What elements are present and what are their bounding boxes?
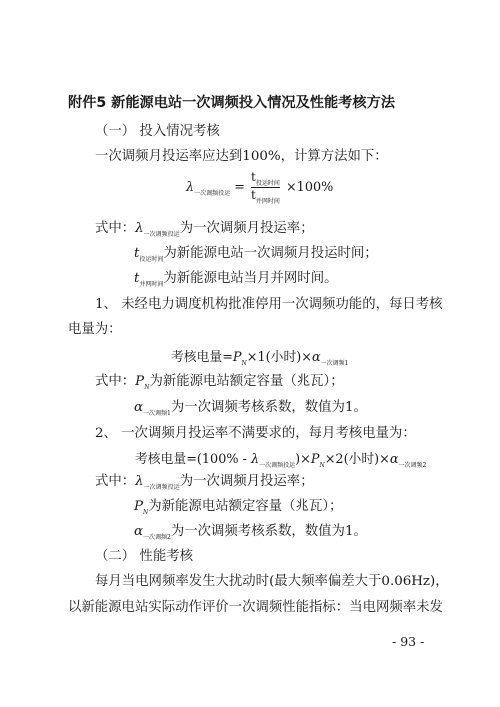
times-100-percent: ×100% xyxy=(285,180,334,195)
intro-paragraph: 一次调频月投运率应达到100%，计算方法如下： xyxy=(95,149,388,164)
equals-sign: = xyxy=(234,180,245,195)
fraction-numerator: $t_{投运时间}$ xyxy=(251,170,280,187)
item1-line2: 电量为： xyxy=(68,322,122,337)
where1-t2-line: $t_{并网时间}$为新能源电站当月并网时间。 xyxy=(134,271,338,288)
item2-line: 2、 一次调频月投运率不满要求的，每月考核电量为： xyxy=(95,426,416,441)
item1-line1: 1、 未经电力调度机构批准停用一次调频功能的，每日考核 xyxy=(95,297,443,312)
where3-p-line: $P_N$为新能源电站额定容量（兆瓦）； xyxy=(134,499,343,516)
section-heading-1: （一） 投入情况考核 xyxy=(95,124,220,139)
lambda-symbol: λ xyxy=(186,180,195,195)
where2-p-line: 式中：$P_N$为新能源电站额定容量（兆瓦）； xyxy=(95,374,344,391)
fraction xyxy=(251,170,280,205)
where1-t1-line: $t_{投运时间}$为新能源电站一次调频月投运时间； xyxy=(134,246,378,263)
formula-daily-assessment: 考核电量$=P_N\times 1$(小时)$\times\alpha_{一次调频1}$ xyxy=(171,350,349,367)
page-number: - 93 - xyxy=(392,634,425,649)
section-heading-2: （二） 性能考核 xyxy=(95,549,193,564)
lambda-subscript: 一次调频投运 xyxy=(194,190,231,197)
formula-monthly-assessment: 考核电量$=(100\% - \lambda_{一次调频投运})\times P_N\times 2$(小时)$\times\alpha_{一次调频2}$ xyxy=(135,452,427,469)
where2-alpha-line: $\alpha_{一次调频1}$为一次调频考核系数，数值为1。 xyxy=(134,400,367,417)
paragraph-line-1: 每月当电网频率发生大扰动时(最大频率偏差大于0.06Hz)， xyxy=(95,574,449,589)
where3-lambda-line: 式中：$\lambda_{一次调频投运}$为一次调频月投运率； xyxy=(95,474,314,491)
formula-uptime-rate xyxy=(186,170,333,205)
where1-lambda-line: 式中：$\lambda_{一次调频投运}$为一次调频月投运率； xyxy=(95,221,314,238)
paragraph-line-2: 以新能源电站实际动作评价一次调频性能指标：当电网频率未发 xyxy=(68,600,443,615)
fraction-denominator: $t_{并网时间}$ xyxy=(251,188,280,205)
document-heading: 附件5 新能源电站一次调频投入情况及性能考核方法 xyxy=(68,95,395,111)
where3-alpha-line: $\alpha_{一次调频2}$为一次调频考核系数，数值为1。 xyxy=(134,524,367,541)
